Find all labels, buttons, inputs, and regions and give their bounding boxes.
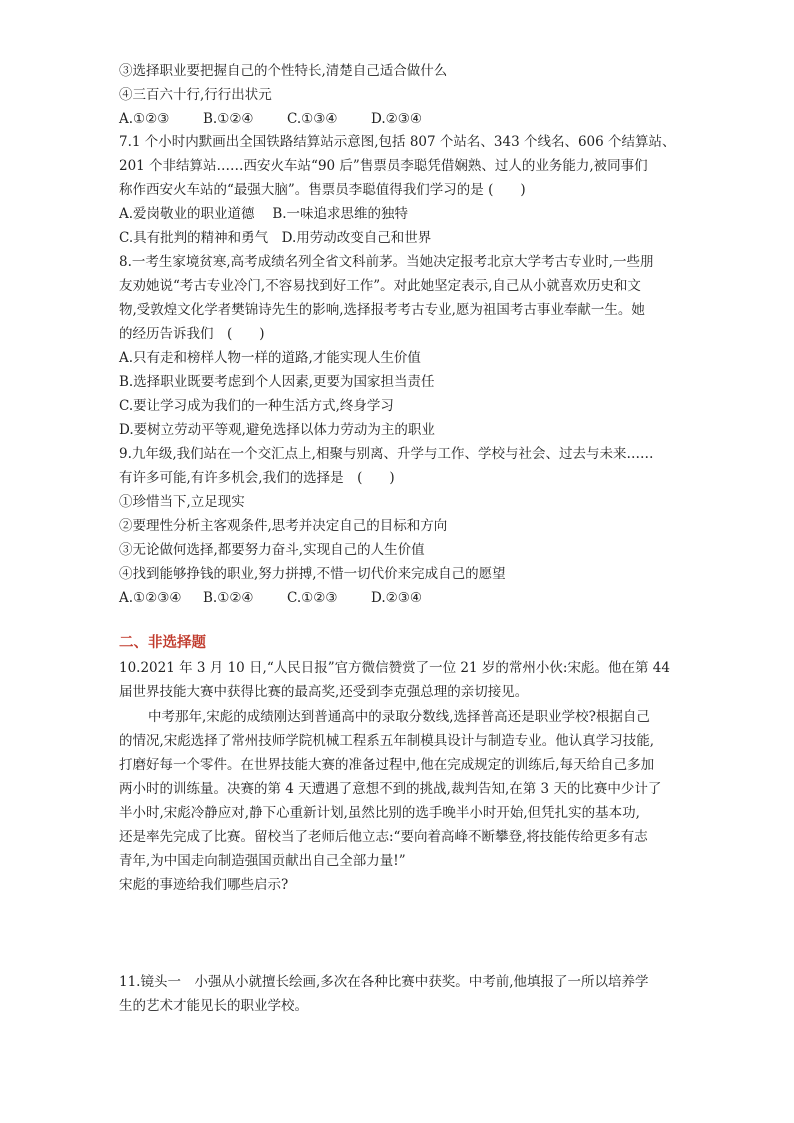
- question-8-option-a: A.只有走和榜样人物一样的道路,才能实现人生价值: [119, 350, 421, 366]
- question-10-para-7: 青年,为中国走向制造强国贡献出自己全部力量!”: [119, 853, 406, 869]
- question-9-statement-4: ④找到能够挣钱的职业,努力拼搏,不惜一切代价来完成自己的愿望: [119, 566, 506, 582]
- option-a: A.①②③④: [119, 590, 182, 606]
- question-9-line-2: 有许多可能,有许多机会,我们的选择是 ( ): [119, 470, 395, 486]
- option-d: D.②③④: [371, 590, 422, 606]
- question-10-para-6: 还是率先完成了比赛。留校当了老师后他立志:“要向着高峰不断攀登,将技能传给更多有志: [119, 829, 648, 845]
- question-8-line-4: 的经历告诉我们 ( ): [119, 326, 265, 342]
- question-8-option-c: C.要让学习成为我们的一种生活方式,终身学习: [119, 398, 394, 414]
- question-10-para-5: 半小时,宋彪冷静应对,静下心重新计划,虽然比别的选手晚半小时开始,但凭扎实的基本功,: [119, 805, 640, 821]
- question-8-line-2: 友劝她说“考古专业冷门,不容易找到好工作”。对此她坚定表示,自己从小就喜欢历史和文: [119, 278, 641, 294]
- question-7-line-2: 201 个非结算站……西安火车站“90 后”售票员李聪凭借娴熟、过人的业务能力,被同事们: [119, 158, 648, 174]
- top-statement-3: ③选择职业要把握自己的个性特长,清楚自己适合做什么: [119, 63, 448, 79]
- question-7-line-3: 称作西安火车站的“最强大脑”。售票员李聪值得我们学习的是 ( ): [119, 182, 526, 198]
- question-9-options: [119, 587, 422, 609]
- question-9-statement-3: ③无论做何选择,都要努力奋斗,实现自己的人生价值: [119, 542, 425, 558]
- option-c: C.①③④: [287, 111, 338, 127]
- option-d: D.②③④: [371, 111, 422, 127]
- question-7-options-ab: A.爱岗敬业的职业道德 B.一味追求思维的独特: [119, 206, 409, 222]
- question-10-para-1: 中考那年,宋彪的成绩刚达到普通高中的录取分数线,选择普高还是职业学校?根据自己: [148, 709, 650, 725]
- question-10-line-1: 10.2021 年 3 月 10 日,“人民日报”官方微信赞赏了一位 21 岁的常州小伙:宋彪。他在第 44: [119, 660, 670, 676]
- question-10-para-2: 的情况,宋彪选择了常州技师学院机械工程系五年制模具设计与制造专业。他认真学习技能,: [119, 733, 655, 749]
- question-9-statement-2: ②要理性分析主客观条件,思考并决定自己的目标和方向: [119, 518, 448, 534]
- question-11-line-1: 11.镜头一 小强从小就擅长绘画,多次在各种比赛中获奖。中考前,他填报了一所以培养学: [119, 974, 649, 990]
- top-statement-4: ④三百六十行,行行出状元: [119, 87, 272, 103]
- question-10-para-3: 打磨好每一个零件。在世界技能大赛的准备过程中,他在完成规定的训练后,每天给自己多加: [119, 757, 655, 773]
- question-10-para-4: 两小时的训练量。决赛的第 4 天遭遇了意想不到的挑战,裁判告知,在第 3 天的比赛中少计了: [119, 781, 662, 797]
- top-options: [119, 108, 422, 130]
- option-c: C.①②③: [287, 590, 338, 606]
- question-8-line-1: 8.一考生家境贫寒,高考成绩名列全省文科前茅。当她决定报考北京大学考古专业时,一些朋: [119, 254, 654, 270]
- question-7-line-1: 7.1 个小时内默画出全国铁路结算站示意图,包括 807 个站名、343 个线名、606 个结算站、: [119, 134, 676, 150]
- section-heading: 二、非选择题: [119, 635, 206, 651]
- question-8-option-b: B.选择职业既要考虑到个人因素,更要为国家担当责任: [119, 374, 435, 390]
- question-8-option-d: D.要树立劳动平等观,避免选择以体力劳动为主的职业: [119, 422, 435, 438]
- question-9-statement-1: ①珍惜当下,立足现实: [119, 494, 245, 510]
- question-10-line-2: 届世界技能大赛中获得比赛的最高奖,还受到李克强总理的亲切接见。: [119, 684, 529, 700]
- question-11-line-2: 生的艺术才能见长的职业学校。: [119, 998, 308, 1014]
- question-8-line-3: 物,受敦煌文化学者樊锦诗先生的影响,选择报考考古专业,愿为祖国考古事业奉献一生。她: [119, 302, 645, 318]
- question-10-prompt: 宋彪的事迹给我们哪些启示?: [119, 877, 289, 893]
- option-a: A.①②③: [119, 111, 170, 127]
- question-9-line-1: 9.九年级,我们站在一个交汇点上,相聚与别离、升学与工作、学校与社会、过去与未来……: [119, 446, 654, 462]
- option-b: B.①②④: [203, 111, 254, 127]
- question-7-options-cd: C.具有批判的精神和勇气 D.用劳动改变自己和世界: [119, 230, 432, 246]
- option-b: B.①②④: [203, 590, 254, 606]
